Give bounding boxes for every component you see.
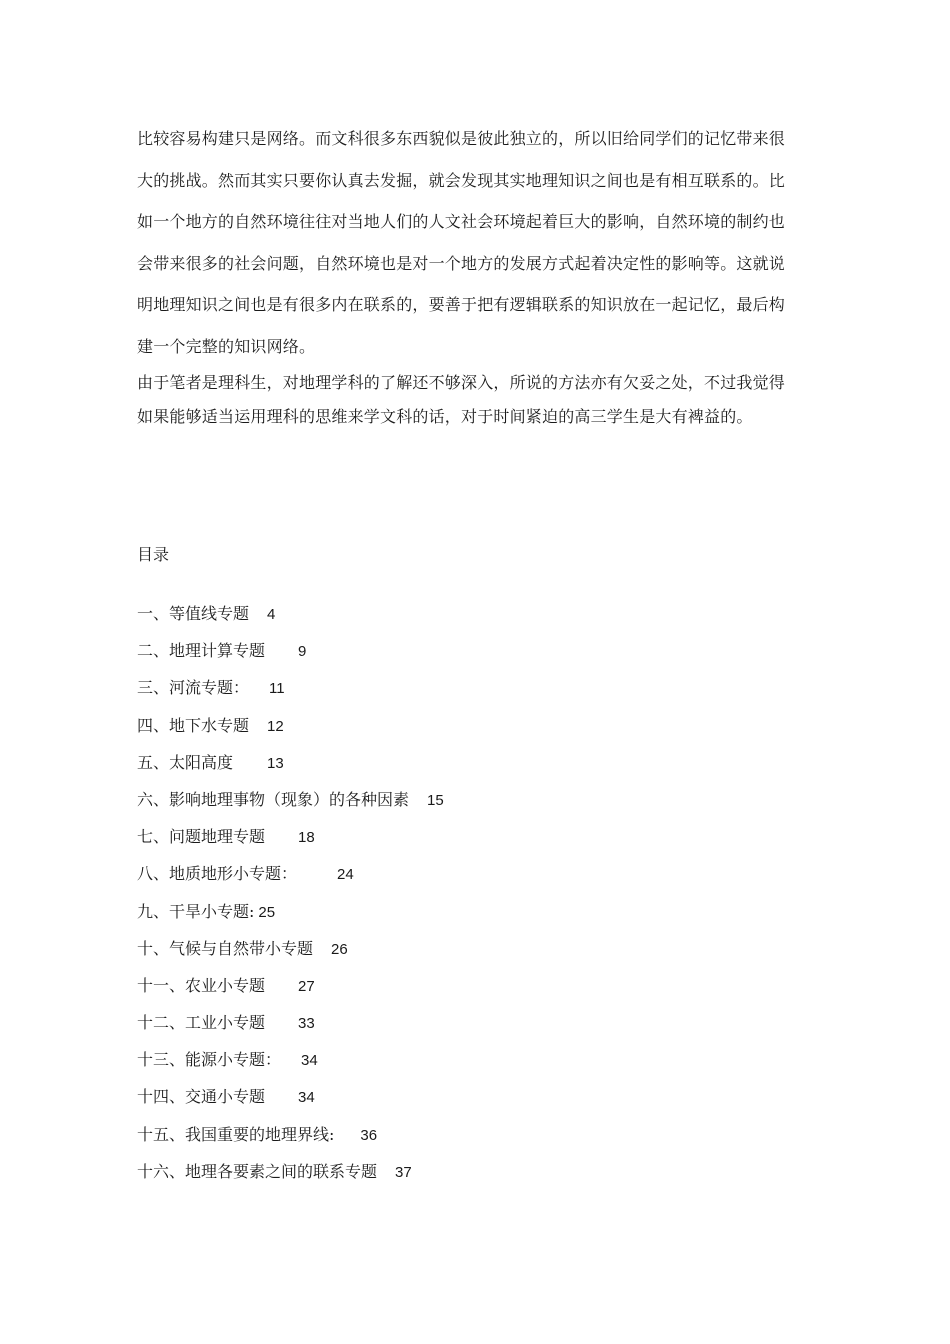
text-line: 由于笔者是理科生，对地理学科的了解还不够深入，所说的方法亦有欠妥之处，不过我觉得: [137, 373, 786, 392]
toc-item-page: 15: [427, 791, 444, 809]
toc-item[interactable]: [137, 712, 444, 749]
toc-item-page: 37: [395, 1163, 412, 1181]
toc-item[interactable]: [137, 1009, 444, 1046]
text-line: 建一个完整的知识网络。: [137, 336, 316, 356]
toc-item[interactable]: [137, 1121, 444, 1158]
toc-item-page: 18: [298, 829, 315, 847]
toc-item[interactable]: [137, 674, 444, 711]
toc-item[interactable]: [137, 823, 444, 860]
toc-item-label: 十四、交通小专题: [137, 1087, 266, 1107]
text-line: 明地理知识之间也是有很多内在联系的，要善于把有逻辑联系的知识放在一起记忆，最后构: [137, 295, 786, 314]
toc-item-label: 十三、能源小专题：: [137, 1050, 282, 1070]
toc-item-page: 34: [301, 1052, 318, 1070]
toc-item[interactable]: [137, 637, 444, 674]
table-of-contents: [137, 600, 444, 1195]
text-line: 如一个地方的自然环境往往对当地人们的人文社会环境起着巨大的影响，自然环境的制约也: [137, 212, 786, 231]
toc-title: 目录: [137, 545, 170, 564]
body-paragraph-2: [137, 366, 817, 434]
toc-item[interactable]: [137, 749, 444, 786]
toc-item-label: 二、地理计算专题: [137, 641, 266, 661]
toc-item[interactable]: [137, 786, 444, 823]
toc-item[interactable]: [137, 600, 444, 637]
toc-item-page: 33: [298, 1015, 315, 1033]
toc-item-page: 9: [298, 643, 307, 661]
toc-item-label: 九、干旱小专题:: [137, 901, 255, 921]
toc-item-page: 26: [331, 940, 348, 958]
toc-item-label: 十、气候与自然带小专题: [137, 938, 314, 958]
toc-item[interactable]: [137, 1158, 444, 1195]
toc-item-page: 36: [360, 1126, 378, 1144]
toc-item[interactable]: [137, 972, 444, 1009]
toc-item-page: 27: [298, 977, 315, 995]
body-paragraph-1: [137, 118, 817, 367]
toc-item[interactable]: [137, 860, 444, 897]
text-line: 大的挑战。然而其实只要你认真去发掘，就会发现其实地理知识之间也是有相互联系的。比: [137, 170, 786, 190]
toc-item-label: 六、影响地理事物（现象）的各种因素: [137, 789, 410, 809]
toc-item-label: 五、太阳高度: [137, 752, 234, 772]
toc-item[interactable]: [137, 1046, 444, 1083]
toc-item-label: 十二、工业小专题: [137, 1013, 266, 1033]
toc-item-page: 34: [298, 1089, 315, 1107]
toc-item-label: 七、问题地理专题: [137, 827, 266, 847]
toc-item-label: 四、地下水专题: [137, 715, 250, 735]
toc-item-page: 24: [337, 866, 354, 884]
toc-item-label: 三、河流专题：: [137, 678, 250, 698]
toc-item-page: 11: [269, 680, 285, 698]
toc-item-page: 13: [267, 754, 284, 772]
toc-item-label: 一、等值线专题: [137, 604, 250, 623]
toc-item-label: 十一、农业小专题: [137, 975, 266, 995]
toc-item-page: 12: [267, 717, 284, 735]
toc-item-page: 4: [267, 606, 276, 623]
toc-item-label: 八、地质地形小专题：: [137, 864, 298, 884]
toc-item[interactable]: [137, 898, 444, 935]
text-line: 如果能够适当运用理科的思维来学文科的话，对于时间紧迫的高三学生是大有裨益的。: [137, 407, 753, 426]
text-line: 会带来很多的社会问题，自然环境也是对一个地方的发展方式起着决定性的影响等。这就说: [137, 253, 786, 273]
toc-item-label: 十五、我国重要的地理界线:: [137, 1124, 335, 1144]
toc-item[interactable]: [137, 1083, 444, 1120]
toc-item[interactable]: [137, 935, 444, 972]
text-line: 比较容易构建只是网络。而文科很多东西貌似是彼此独立的，所以旧给同学们的记忆带来很: [137, 129, 786, 148]
toc-item-label: 十六、地理各要素之间的联系专题: [137, 1161, 378, 1181]
toc-item-page: 25: [258, 903, 276, 921]
